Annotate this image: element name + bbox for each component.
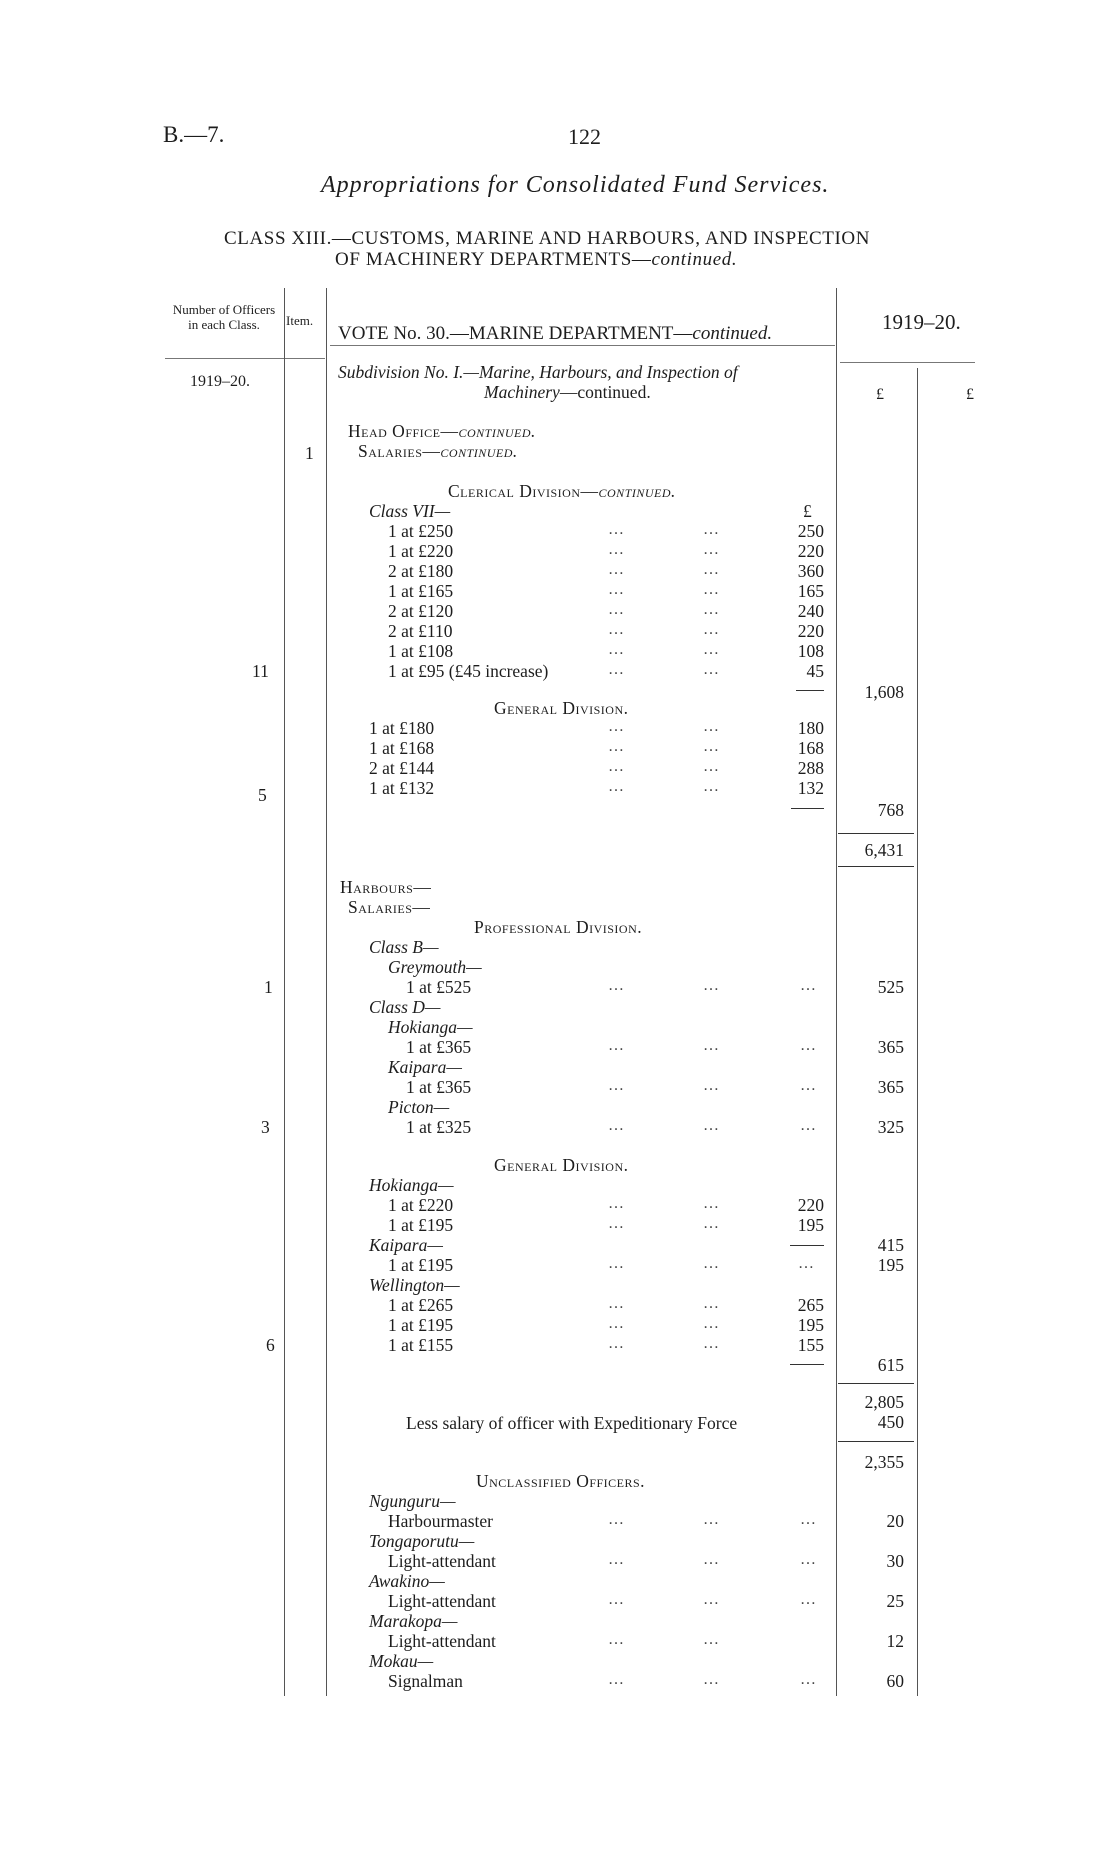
general-amount: 180 xyxy=(797,718,824,738)
general-amount: 288 xyxy=(797,758,824,778)
rule-header-vote xyxy=(330,345,835,346)
leader-dots: … xyxy=(608,1511,625,1528)
clerical-sum-rule xyxy=(796,690,824,691)
general-rate: 1 at £220 xyxy=(388,1195,454,1215)
leader-dots: … xyxy=(798,1255,815,1272)
leader-dots: … xyxy=(608,738,625,755)
class-d-label: Class D— xyxy=(369,997,441,1017)
leader-dots: … xyxy=(608,1117,625,1134)
leader-dots: … xyxy=(608,1315,625,1332)
page-number: 122 xyxy=(568,124,601,149)
divider-details-amount1 xyxy=(836,288,837,1696)
divider-officers-item xyxy=(284,288,285,1696)
kaipara-rate: 1 at £365 xyxy=(406,1077,472,1097)
clerical-rate: 1 at £220 xyxy=(388,541,454,561)
clerical-rate: 2 at £120 xyxy=(388,601,454,621)
place-hokianga: Hokianga— xyxy=(369,1175,454,1195)
leader-dots: … xyxy=(703,977,720,994)
place-awakino: Awakino— xyxy=(369,1571,445,1591)
class-heading-line2: OF MACHINERY DEPARTMENTS—continued. xyxy=(335,249,738,270)
leader-dots: … xyxy=(703,1215,720,1232)
vote-title: VOTE No. 30.—MARINE DEPARTMENT—continued. xyxy=(338,323,773,344)
clerical-amount: 360 xyxy=(797,561,824,581)
picton-rate: 1 at £325 xyxy=(406,1117,472,1137)
general-amount: 155 xyxy=(797,1335,824,1355)
hokianga-sum-rule xyxy=(790,1245,824,1246)
general-rate: 1 at £265 xyxy=(388,1295,454,1315)
head-office-salaries: Salaries—continued. xyxy=(358,441,518,461)
leader-dots: … xyxy=(703,641,720,658)
leader-dots: … xyxy=(703,601,720,618)
general-amount: 168 xyxy=(797,738,824,758)
general-rate: 1 at £195 xyxy=(388,1315,454,1335)
leader-dots: … xyxy=(703,1591,720,1608)
general-rate: 1 at £195 xyxy=(388,1215,454,1235)
clerical-amount: 250 xyxy=(797,521,824,541)
rule-header-officers xyxy=(165,358,325,359)
head-office-total: 6,431 xyxy=(864,840,904,860)
class-b-label: Class B— xyxy=(369,937,439,957)
leader-dots: … xyxy=(703,1671,720,1688)
subtotal-rule xyxy=(838,833,914,834)
clerical-amount: 240 xyxy=(797,601,824,621)
clerical-division-heading: Clerical Division—continued. xyxy=(448,481,676,501)
class-d-officers-count: 3 xyxy=(261,1117,270,1137)
leader-dots: … xyxy=(703,1195,720,1212)
role-harbourmaster: Harbourmaster xyxy=(388,1511,493,1531)
general-amount: 195 xyxy=(797,1215,824,1235)
total-rule xyxy=(838,866,914,867)
leader-dots: … xyxy=(608,1195,625,1212)
clerical-class-label: Class VII— xyxy=(369,501,451,521)
pound-sign-col1: £ xyxy=(876,386,884,403)
place-marakopa: Marakopa— xyxy=(369,1611,458,1631)
general-division-heading: General Division. xyxy=(494,1155,629,1175)
clerical-rate: 1 at £108 xyxy=(388,641,454,661)
less-salary-amount: 450 xyxy=(877,1412,904,1432)
harbours-heading: Harbours— xyxy=(340,877,432,897)
greymouth-amount: 525 xyxy=(877,977,904,997)
leader-dots: … xyxy=(703,1077,720,1094)
role-signalman: Signalman xyxy=(388,1671,463,1691)
general-total: 768 xyxy=(877,800,904,820)
clerical-rate: 1 at £95 (£45 increase) xyxy=(388,661,549,681)
leader-dots: … xyxy=(608,541,625,558)
clerical-amount: 220 xyxy=(797,621,824,641)
leader-dots: … xyxy=(608,1215,625,1232)
unclassified-amount: 25 xyxy=(886,1591,904,1611)
divider-item-details xyxy=(326,288,327,1696)
role-light-attendant: Light-attendant xyxy=(388,1591,496,1611)
general-rate: 2 at £144 xyxy=(369,758,435,778)
item-number: 1 xyxy=(305,443,314,463)
leader-dots: … xyxy=(608,581,625,598)
leader-dots: … xyxy=(703,1037,720,1054)
leader-dots: … xyxy=(703,738,720,755)
clerical-amount: 165 xyxy=(797,581,824,601)
general-officers-count: 6 xyxy=(266,1335,275,1355)
leader-dots: … xyxy=(800,1117,817,1134)
clerical-amount: 45 xyxy=(806,661,824,681)
pound-sign-col2: £ xyxy=(966,386,974,403)
divider-amount1-amount2 xyxy=(917,368,918,1696)
clerical-rate: 1 at £165 xyxy=(388,581,454,601)
hokianga-amount: 365 xyxy=(877,1037,904,1057)
general-rate: 1 at £155 xyxy=(388,1335,454,1355)
leader-dots: … xyxy=(703,758,720,775)
leader-dots: … xyxy=(703,561,720,578)
unclassified-officers-heading: Unclassified Officers. xyxy=(476,1471,646,1491)
unclassified-amount: 20 xyxy=(886,1511,904,1531)
clerical-rate: 1 at £250 xyxy=(388,521,454,541)
wellington-total: 615 xyxy=(877,1355,904,1375)
place-greymouth: Greymouth— xyxy=(388,957,482,977)
leader-dots: … xyxy=(703,1315,720,1332)
general-amount: 265 xyxy=(797,1295,824,1315)
general-rate: 1 at £168 xyxy=(369,738,435,758)
professional-division-heading: Professional Division. xyxy=(474,917,643,937)
leader-dots: … xyxy=(608,718,625,735)
leader-dots: … xyxy=(703,581,720,598)
wellington-sum-rule xyxy=(790,1364,824,1365)
subtotal-rule xyxy=(838,1383,914,1384)
harbours-salaries: Salaries— xyxy=(348,897,431,917)
page-title: Appropriations for Consolidated Fund Services. xyxy=(321,172,830,198)
leader-dots: … xyxy=(703,1631,720,1648)
general-amount: 220 xyxy=(797,1195,824,1215)
leader-dots: … xyxy=(703,718,720,735)
harbours-subtotal: 2,805 xyxy=(864,1392,904,1412)
greymouth-rate: 1 at £525 xyxy=(406,977,472,997)
item-column-header: Item. xyxy=(286,313,314,328)
leader-dots: … xyxy=(703,1511,720,1528)
general-amount: 195 xyxy=(797,1315,824,1335)
harbours-net-total: 2,355 xyxy=(864,1452,904,1472)
leader-dots: … xyxy=(608,1335,625,1352)
leader-dots: … xyxy=(800,1551,817,1568)
leader-dots: … xyxy=(608,601,625,618)
general-sum-rule xyxy=(791,808,824,809)
hokianga-general-total: 415 xyxy=(877,1235,904,1255)
officers-year: 1919–20. xyxy=(190,373,250,390)
class-heading-line1: CLASS XIII.—CUSTOMS, MARINE AND HARBOURS, AND INSPECTION xyxy=(224,228,871,249)
role-light-attendant: Light-attendant xyxy=(388,1551,496,1571)
clerical-officers-count: 11 xyxy=(252,661,269,681)
unclassified-amount: 60 xyxy=(886,1671,904,1691)
kaipara-amount: 365 xyxy=(877,1077,904,1097)
document-reference: B.—7. xyxy=(163,122,225,147)
leader-dots: … xyxy=(703,1255,720,1272)
subdivision-line2: Machinery—continued. xyxy=(484,382,651,402)
leader-dots: … xyxy=(703,1117,720,1134)
year-column-header: 1919–20. xyxy=(882,310,961,334)
clerical-rate: 2 at £180 xyxy=(388,561,454,581)
leader-dots: … xyxy=(608,1295,625,1312)
leader-dots: … xyxy=(703,621,720,638)
general-division-heading: General Division. xyxy=(494,698,629,718)
place-wellington: Wellington— xyxy=(369,1275,460,1295)
place-tongaporutu: Tongaporutu— xyxy=(369,1531,475,1551)
place-kaipara: Kaipara— xyxy=(369,1235,443,1255)
place-ngunguru: Ngunguru— xyxy=(369,1491,456,1511)
less-salary-label: Less salary of officer with Expeditionary Force xyxy=(406,1413,738,1433)
leader-dots: … xyxy=(608,1037,625,1054)
kaipara-general-amount: 195 xyxy=(877,1255,904,1275)
general-rate: 1 at £180 xyxy=(369,718,435,738)
clerical-amount: 220 xyxy=(797,541,824,561)
place-mokau: Mokau— xyxy=(369,1651,434,1671)
leader-dots: … xyxy=(608,521,625,538)
place-picton: Picton— xyxy=(388,1097,450,1117)
place-kaipara: Kaipara— xyxy=(388,1057,462,1077)
leader-dots: … xyxy=(608,1551,625,1568)
unclassified-amount: 30 xyxy=(886,1551,904,1571)
leader-dots: … xyxy=(608,758,625,775)
place-hokianga: Hokianga— xyxy=(388,1017,473,1037)
class-b-officers-count: 1 xyxy=(264,977,273,997)
unclassified-amount: 12 xyxy=(886,1631,904,1651)
leader-dots: … xyxy=(608,1591,625,1608)
leader-dots: … xyxy=(608,977,625,994)
rule-header-year xyxy=(840,362,975,363)
clerical-total: 1,608 xyxy=(864,682,904,702)
leader-dots: … xyxy=(800,977,817,994)
officers-column-header: Number of Officers in each Class. xyxy=(172,302,276,332)
hokianga-rate: 1 at £365 xyxy=(406,1037,472,1057)
leader-dots: … xyxy=(703,661,720,678)
subdivision-line1: Subdivision No. I.—Marine, Harbours, and Inspection of xyxy=(338,362,738,382)
leader-dots: … xyxy=(703,521,720,538)
leader-dots: … xyxy=(608,778,625,795)
kaipara-rate: 1 at £195 xyxy=(388,1255,454,1275)
leader-dots: … xyxy=(608,661,625,678)
leader-dots: … xyxy=(703,541,720,558)
clerical-pound-sign: £ xyxy=(803,501,812,521)
leader-dots: … xyxy=(703,1335,720,1352)
general-rate: 1 at £132 xyxy=(369,778,435,798)
leader-dots: … xyxy=(608,621,625,638)
leader-dots: … xyxy=(608,561,625,578)
role-light-attendant: Light-attendant xyxy=(388,1631,496,1651)
leader-dots: … xyxy=(800,1511,817,1528)
leader-dots: … xyxy=(703,1295,720,1312)
leader-dots: … xyxy=(608,1631,625,1648)
leader-dots: … xyxy=(608,641,625,658)
leader-dots: … xyxy=(608,1255,625,1272)
leader-dots: … xyxy=(800,1037,817,1054)
leader-dots: … xyxy=(800,1671,817,1688)
clerical-rate: 2 at £110 xyxy=(388,621,453,641)
leader-dots: … xyxy=(608,1671,625,1688)
picton-amount: 325 xyxy=(877,1117,904,1137)
leader-dots: … xyxy=(800,1077,817,1094)
leader-dots: … xyxy=(800,1591,817,1608)
leader-dots: … xyxy=(608,1077,625,1094)
leader-dots: … xyxy=(703,1551,720,1568)
clerical-amount: 108 xyxy=(797,641,824,661)
head-office-heading: Head Office—continued. xyxy=(348,421,536,441)
general-officers-count: 5 xyxy=(258,785,267,805)
net-total-rule xyxy=(838,1441,914,1442)
general-amount: 132 xyxy=(797,778,824,798)
leader-dots: … xyxy=(703,778,720,795)
